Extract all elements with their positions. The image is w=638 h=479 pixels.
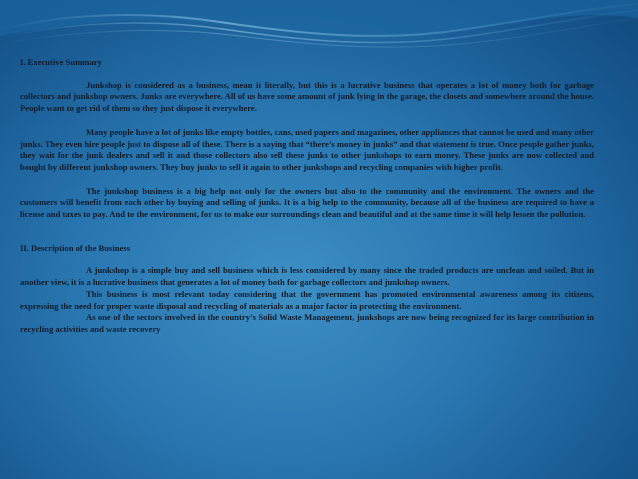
- paragraph: The junkshop business is a big help not only for the owners but also to the community and the environment. The owners and the customers will benefit from each other by buying and selling of junks. It is a big help to the community, because all of the business are required to have a license and taxes to pay. And to the environment, for us to make our surroundings clean and beautiful and at the same time it will help lessen the pollution.: [20, 185, 594, 220]
- document-body: [20, 57, 594, 336]
- paragraph: A junkshop is a simple buy and sell business which is less considered by many since the traded products are unclean and soiled. But in another view, it is a lucrative business that generates a lot of money both for garbage collectors and junkshop owners.: [20, 265, 594, 288]
- section-heading-executive-summary: I. Executive Summary: [20, 57, 102, 67]
- section-heading-description: II. Description of the Business: [20, 242, 131, 253]
- paragraph: As one of the sectors involved in the country’s Solid Waste Management, junkshops are now being recognized for its large contribution in recycling activities and waste recovery: [20, 312, 594, 334]
- decorative-waves: [0, 0, 638, 60]
- paragraph: Junkshop is considered as a business, mean it literally, but this is a lucrative business that operates a lot of money both for garbage collectors and junkshop owners. Junks are everywhere. All of us have some amount of junk lying in the garage, the closets and somewhere around the house. People want to get rid of them so they just dispose it everywhere.: [20, 79, 594, 114]
- paragraph: This business is most relevant today considering that the government has promoted environmental awareness among its citizens, expressing the need for proper waste disposal and recycling of materials as a major factor in protecting the environment.: [20, 288, 594, 311]
- paragraph: Many people have a lot of junks like empty bottles, cans, used papers and magazines, other appliances that cannot be used and many other junks. They even hire people just to dispose all of these. There is a saying that “there’s money in junks” and that statement is true. Once people gather junks, they wait for the junk dealers and sell it and those collectors also sell these junks to other junkshops to earn money. These junks are now collected and bought by different junkshop owners. They buy junks to sell it again to other junkshops and recycling companies with higher profit.: [20, 126, 594, 172]
